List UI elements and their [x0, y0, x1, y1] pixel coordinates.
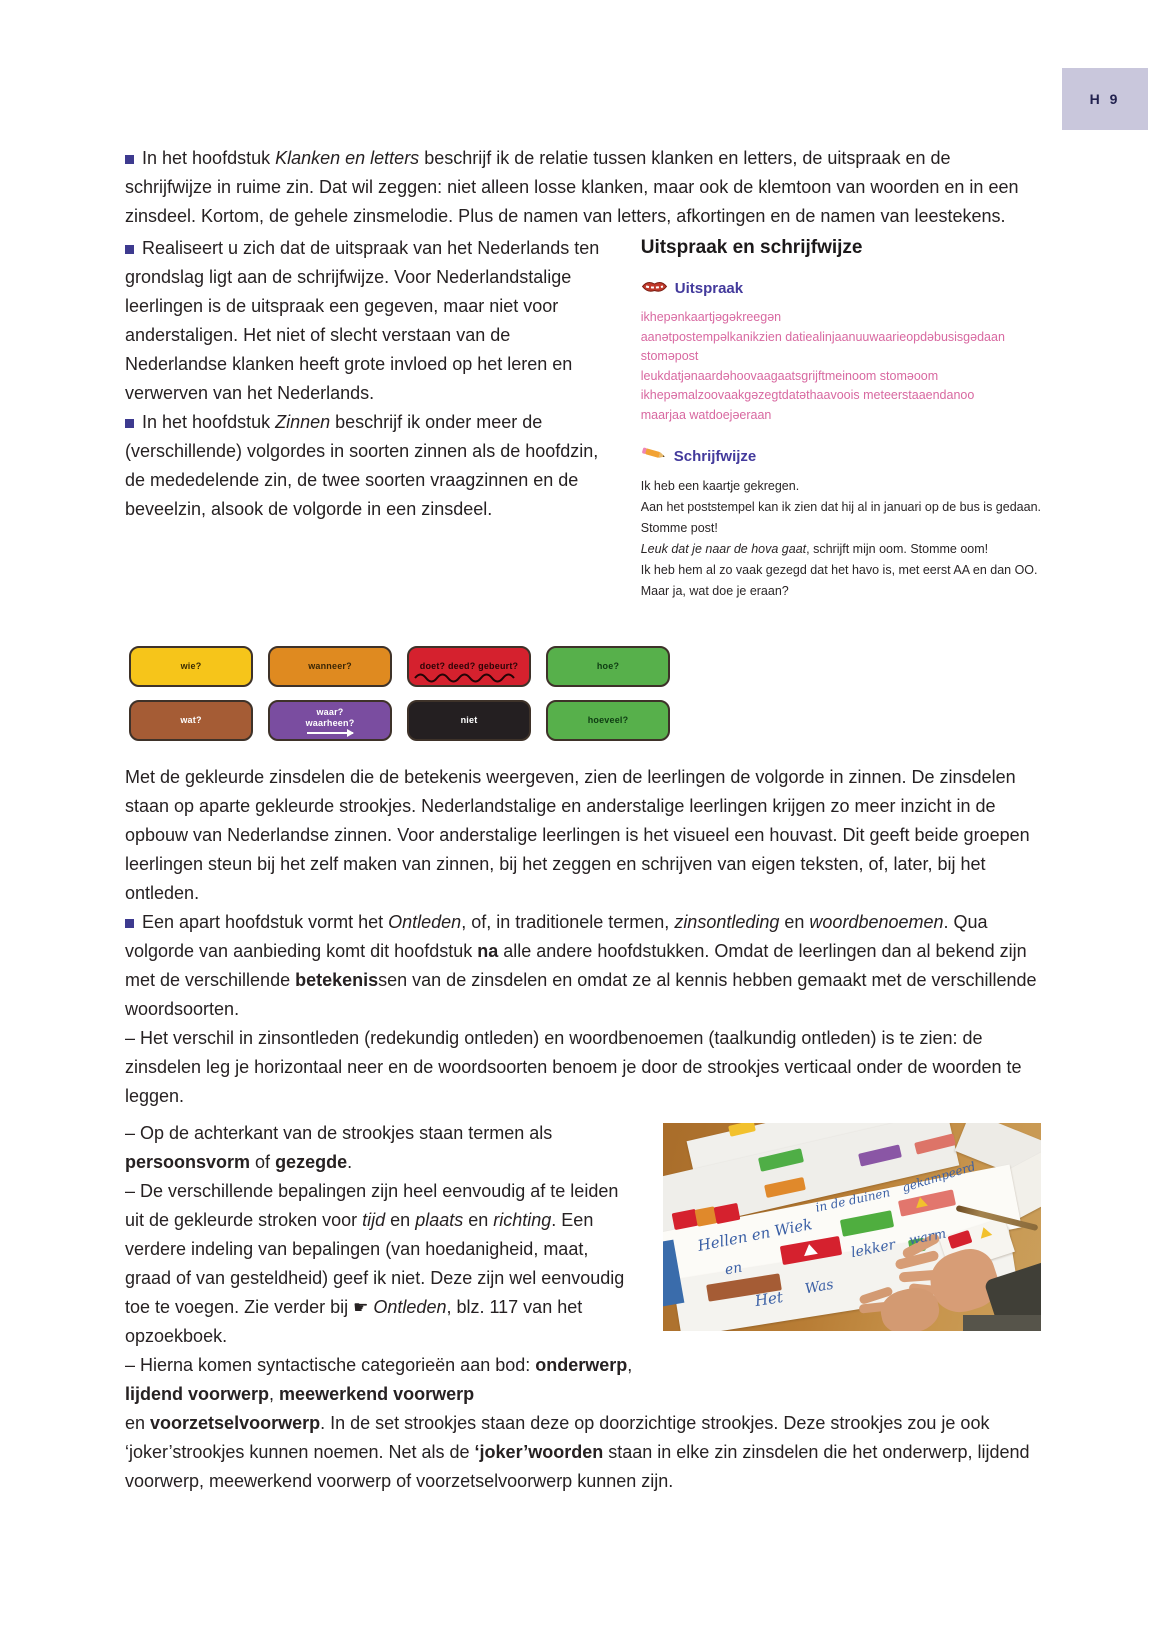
strip-label: hoeveel? — [587, 715, 629, 725]
text-segment: Met de gekleurde zinsdelen die de betekenis weergeven, zien de leerlingen de volgorde in zinnen. De zinsdelen staan op aparte gekleurde strookjes. Nederlandstalige en anderstalige leerlingen krijgen zo meer inzicht in de opbouw van Nederlandse zinnen. Voor anderstalige leerlingen is het visueel een houvast. Dit geeft beide groepen leerlingen steun bij het zelf maken van zinnen, bij het zeggen en schrijven van eigen teksten, of, later, bij het ontleden. — [125, 767, 1030, 903]
bullet-square-icon — [125, 155, 134, 164]
text-segment: . Qua volgorde van aanbieding komt dit hoofdstuk — [125, 912, 988, 961]
text-segment: Zinnen — [275, 412, 331, 432]
left-text-column — [125, 234, 615, 602]
paragraph-categorieen — [125, 1351, 637, 1409]
phonetic-line: leukdatjənaardəhoovaagaatsgrijftmeinoom stoməoom — [640, 368, 939, 383]
schrijfwijze-label: Schrijfwijze — [673, 448, 757, 465]
sentence-strip — [129, 646, 253, 687]
text-segment: beschrijf ik onder meer de (verschillende) volgordes in soorten zinnen als de hoofdzin, de mededelende zin, de twee soorten vraagzinnen en de beveelzin, alsook de volgorde in een zinsdeel. — [125, 412, 599, 519]
text-segment: tijd — [362, 1210, 386, 1230]
text-segment: meewerkend voorwerp — [279, 1384, 475, 1404]
phonetic-line: ikhepənkaartjəgəkreegən — [640, 310, 782, 324]
text-segment: richting — [493, 1210, 552, 1230]
strip-label: hoe? — [596, 661, 620, 671]
paragraph-zinnen — [125, 408, 615, 524]
uitspraak-schrijfwijze-panel — [641, 234, 1041, 602]
classroom-photo — [663, 1123, 1041, 1331]
strip-row-1 — [129, 646, 1041, 687]
text-segment: sen van de zinsdelen en omdat ze al kennis hebben gemaakt met de verschillende woordsoorten. — [125, 970, 1037, 1019]
text-segment: lijdend voorwerp — [125, 1384, 270, 1404]
paragraph-uitspraak-text — [125, 238, 599, 403]
strip-label: niet — [460, 715, 478, 725]
text-segment: zinsontleding — [674, 912, 780, 932]
text-segment: Ontleden — [388, 912, 462, 932]
paragraph-gekleurde-zinsdelen — [125, 763, 1041, 908]
text-segment: Ik heb een kaartje gekregen. — [640, 479, 800, 493]
paragraph-joker — [125, 1409, 1041, 1496]
text-segment: – Op de achterkant van de strookjes staan termen als — [125, 1123, 553, 1143]
uitspraak-phonetic-lines — [641, 308, 1041, 425]
strip-label: waar? — [316, 707, 344, 718]
pointing-hand-icon: ☛ — [353, 1298, 369, 1317]
photo-handwriting-word: Het — [753, 1287, 785, 1311]
text-segment: en — [779, 912, 810, 932]
bullet-square-icon — [125, 419, 134, 428]
photo-handwriting-word: Hellen en Wiek — [696, 1215, 814, 1255]
schrijfwijze-line — [641, 539, 1041, 560]
photo-left-text-column — [125, 1119, 637, 1409]
strip-row-2 — [129, 700, 1041, 741]
photo-handwriting-layer — [663, 1123, 1041, 1331]
paragraph-uitspraak — [125, 234, 615, 408]
text-segment: , blz. 117 van het opzoekboek. — [125, 1297, 583, 1346]
strip-label: wat? — [180, 715, 202, 725]
paragraph-zinnen-text — [125, 412, 598, 519]
chapter-badge: H 9 — [1062, 68, 1148, 130]
text-segment: – Hierna komen syntactische categorieën aan bod: — [125, 1355, 536, 1375]
text-segment: persoonsvorm — [125, 1152, 251, 1172]
sentence-strip — [546, 700, 670, 741]
text-segment: Maar ja, wat doe je eraan? — [640, 584, 789, 598]
schrijfwijze-line — [641, 518, 1041, 539]
text-segment: In het hoofdstuk — [142, 412, 276, 432]
sentence-strip — [546, 646, 670, 687]
bullet-square-icon — [125, 245, 134, 254]
text-segment: betekenis — [295, 970, 379, 990]
photo-handwriting-word: in de duinen — [814, 1185, 892, 1215]
phonetic-line: ikhepəmalzoovaakgəzegtdatəthaavoois meteerstaaendanoo — [640, 388, 975, 402]
schrijfwijze-line — [641, 476, 1041, 497]
text-segment: , schrijft mijn oom. Stomme oom! — [806, 542, 989, 556]
uitspraak-label-row — [641, 274, 1041, 303]
text-segment: – De verschillende bepalingen zijn heel eenvoudig af te leiden uit de gekleurde stroken voor — [125, 1181, 619, 1230]
photo-handwriting-word: en — [723, 1259, 744, 1279]
text-segment: voorzetselvoorwerp — [150, 1413, 321, 1433]
text-segment: Aan het poststempel kan ik zien dat hij al in januari op de bus is gedaan. — [640, 500, 1041, 514]
photo-handwriting-word: warm — [907, 1226, 948, 1249]
sentence-strip — [268, 700, 392, 741]
paragraph-bepalingen — [125, 1177, 637, 1351]
phonetic-line: stoməpost — [640, 349, 699, 363]
paragraph-ontleden — [125, 908, 1041, 1024]
uitspraak-label: Uitspraak — [674, 280, 744, 297]
paragraph-ontleden-text — [125, 912, 1037, 1019]
text-segment: Klanken en letters — [275, 148, 420, 168]
paragraph-achterkant — [125, 1119, 637, 1177]
text-segment: Leuk dat je naar de hova gaat — [640, 542, 807, 556]
photo-handwriting-word: Was — [803, 1276, 835, 1298]
sentence-strip — [407, 646, 531, 687]
text-segment: . — [347, 1152, 353, 1172]
strip-label: doet? deed? gebeurt? — [419, 661, 519, 671]
schrijfwijze-label-row — [641, 442, 1041, 471]
text-segment: Realiseert u zich dat de uitspraak van het Nederlands ten grondslag ligt aan de schrijfwijze. Voor Nederlandstalige leerlingen is de uitspraak een gegeven, maar niet voor anderstaligen. Het niet of slecht verstaan van de Nederlandse klanken heeft grote invloed op het leren en verwerven van het Nederlands. — [125, 238, 600, 403]
text-segment: , — [627, 1355, 633, 1375]
phonetic-line: aanətpostempəlkanikzien datiealinjaanuuwaarieopdəbusisgədaan — [640, 329, 1005, 344]
wavy-line-icon — [413, 673, 525, 683]
text-segment: of — [250, 1152, 276, 1172]
text-segment: staan in elke zin zinsdelen die het onderwerp, lijdend voorwerp, meewerkend voorwerp of voorzetselvoorwerp kunnen zijn. — [125, 1442, 1030, 1491]
strip-label: wanneer? — [308, 661, 352, 671]
text-segment: Een apart hoofdstuk vormt het — [142, 912, 389, 932]
text-segment: onderwerp — [535, 1355, 628, 1375]
text-segment: Ontleden — [373, 1297, 447, 1317]
two-column-section — [125, 234, 1041, 602]
text-segment: gezegde — [275, 1152, 348, 1172]
text-segment: en — [385, 1210, 416, 1230]
intro-paragraph — [125, 144, 1041, 231]
sentence-strip — [129, 700, 253, 741]
pencil-icon — [641, 442, 667, 471]
schrijfwijze-line — [641, 581, 1041, 602]
photo-handwriting-word: gekampeerd — [900, 1159, 978, 1195]
text-segment: en — [463, 1210, 494, 1230]
sentence-strips — [129, 646, 1041, 741]
photo-section — [125, 1119, 1041, 1409]
page-content — [125, 144, 1041, 1496]
strip-label: wie? — [180, 661, 202, 671]
schrijfwijze-line — [641, 497, 1041, 518]
sentence-strip — [268, 646, 392, 687]
panel-title: Uitspraak en schrijfwijze — [640, 237, 863, 258]
arrow-right-icon — [307, 732, 353, 734]
text-segment: alle andere hoofdstukken. Omdat de leerlingen dan al bekend zijn met de verschillende — [125, 941, 1027, 990]
schrijfwijze-line — [641, 560, 1041, 581]
bullet-square-icon — [125, 919, 134, 928]
text-segment: beschrijf ik de relatie tussen klanken en letters, de uitspraak en de schrijfwijze in ruime zin. Dat wil zeggen: niet alleen losse klanken, maar ook de klemtoon van woorden en in een zinsdeel. Kortom, de gehele zinsmelodie. Plus de namen van letters, afkortingen en de namen van leestekens. — [125, 148, 1019, 226]
paragraph-verschil — [125, 1024, 1041, 1111]
text-segment: plaats — [415, 1210, 464, 1230]
text-segment: en — [125, 1413, 151, 1433]
text-segment: . Een verdere indeling van bepalingen (van hoedanigheid, maat, graad of van gesteldheid) geef ik niet. Deze zijn wel eenvoudig toe te voegen. Zie verder bij — [125, 1210, 625, 1317]
text-segment: , — [269, 1384, 280, 1404]
photo-handwriting-word: lekker — [849, 1236, 897, 1262]
text-segment: , of, in traditionele termen, — [461, 912, 675, 932]
schrijfwijze-example-lines — [641, 476, 1041, 602]
text-segment: ‘joker’woorden — [474, 1442, 604, 1462]
text-segment: Stomme post! — [640, 521, 718, 535]
text-segment: . In de set strookjes staan deze op doorzichtige strookjes. Deze strookjes zou je ook ‘joker’strookjes kunnen noemen. Net als de — [125, 1413, 990, 1462]
text-segment: na — [477, 941, 499, 961]
lips-icon — [641, 274, 668, 303]
phonetic-line: maarjaa watdoejəeraan — [640, 407, 772, 422]
text-segment: – Het verschil in zinsontleden (redekundig ontleden) en woordbenoemen (taalkundig ontleden) is te zien: de zinsdelen leg je horizontaal neer en de woordsoorten benoem je door de strookjes verticaal onder de woorden te leggen. — [125, 1028, 1022, 1106]
intro-paragraph-text — [125, 148, 1018, 226]
text-segment: In het hoofdstuk — [142, 148, 276, 168]
text-segment: woordbenoemen — [809, 912, 944, 932]
strip-label: waarheen? — [305, 718, 355, 729]
sentence-strip — [407, 700, 531, 741]
text-segment: Ik heb hem al zo vaak gezegd dat het havo is, met eerst AA en dan OO. — [640, 563, 1038, 577]
